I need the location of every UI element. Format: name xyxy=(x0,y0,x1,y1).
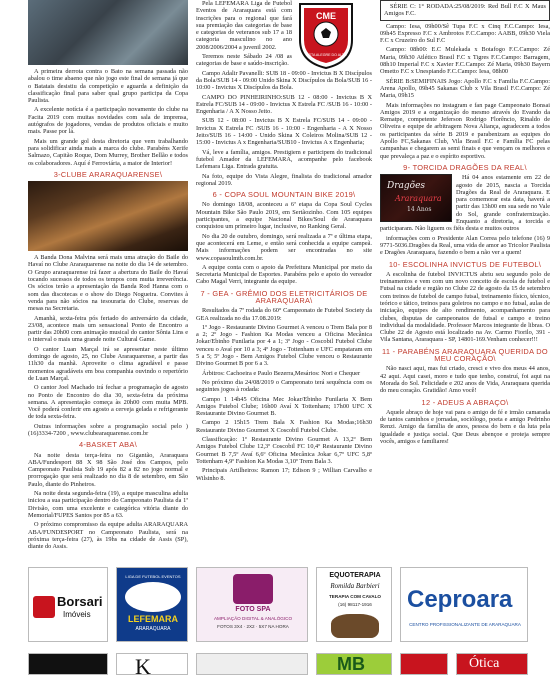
ad-equo-title: EQUOTERAPIA xyxy=(329,572,381,579)
ad-equo-name: Romilda Barbieri xyxy=(330,582,380,590)
article-paragraph: Árbitros: Cachoeira e Paulo Bezerra,Mesários: Nori e Chequer xyxy=(202,369,361,377)
article-paragraph: Principais Artilheiros: Ramon 17; Edison 9 ; Willian Carvalho e Wilsinho 8. xyxy=(196,467,372,482)
banner-text: Araraquara xyxy=(395,194,442,204)
ad-borsari-sub: Imóveis xyxy=(63,610,91,619)
article-paragraph: O cantor Luan Marçal irá se apresentar neste último domingo de agosto, 25, no Clube Araraquarense, a partir das 11h30 da manhã. Aproveite o clima agradável e passe momentos agradáveis em boa companhia ouvindo o repertório de Luan Marçal. xyxy=(28,345,188,382)
ad-partial-k[interactable] xyxy=(116,653,188,675)
ad-borsari[interactable] xyxy=(28,567,108,642)
article-paragraph: Campo 1 14h45 Oficina Mec Jokar/Ebinho Funilaria X Bem Amigos Futebol Clube; 16h00 Avaí X Tottenham; 17h00 UFC X Restaurante Divino Gourmet B. xyxy=(196,395,372,418)
article-paragraph: 1º Jogo - Restaurante Divino Gourmet A venceu o Trem Bala por 8 a 2; 2º Jogo - Fashion Ka Modas venceu a Oficina Mecânica Jokar/Ebinho Funilaria por 4 a 1; 3º Jogo - Coscobil Futebol Clube venceu o Avaí por 10 a 3; 4º Jogo - Tottenham e UFC empataram em 5 a 5; 5º Jogo - Bem Amigos Futebol Clube venceu o Restaurante Divino Gourmet B por 6 a 3. xyxy=(196,323,372,368)
k-logo-icon: K xyxy=(135,654,151,675)
ad-optica[interactable] xyxy=(456,653,528,675)
article-paragraph: Campo: Iesa, 09h00/Sê Tupa F.C x Cinq F.C.Campo: Iesa, 09h45 Expresso F.C x Ambrotos F.C.Campo: AABB, 09h30 Viela F.C x Cruzeiro do Sul F.C xyxy=(380,22,550,45)
camera-icon xyxy=(233,574,273,604)
article-paragraph: Outras informações sobre a programação social pelo )(16)3334-7200 , www.clubearaquarense.com.br xyxy=(28,422,188,437)
section-heading-dragoes: 9- TORCIDA DRAGÕES DA REAL\ xyxy=(403,162,527,172)
article-paragraph: Resultados da 7ª rodada do 60° Campeonato de Futebol Society da GEA realizada no dia 17.08.2019: xyxy=(196,307,372,322)
article-paragraph: SÉRIE B:SEMIFINAIS Jogo: Apollo F.C x Familia F.C.Campo: Arena Apollo, 09h45 Sakanas Club x Vila Brasil F.C.Campo: Zé Maria, 09h15 xyxy=(380,77,550,100)
article-paragraph: CAMPO DO PINHEIRINHO:SUB 12 - 08:00 - Invictus B X Estrela FC/SUB 14 - 09:00 - Invictus X Estrela FC /SUB 16 - 10:00 - Engenharia / A X Nosso Jeito. xyxy=(196,93,372,116)
article-paragraph: O próximo compromisso da equipe adulta ARARAQUARA ABA/FUNDESPORT no Campeonato Paulista, será na próxima terça-feira (27), às 19hs na cidade de Assis (SP), diante do Assis. xyxy=(28,521,188,551)
article-paragraph: A primeira derrota contra o Bato na semana passada não abalou o time abaeno que não jogo este final de semana já que o Batatais desistiu da competição e aguarda a definição da classificação final para saber qual grupo participa da Copa Paulista. xyxy=(28,68,188,105)
article-paragraph: Mais informações no instagram e fan page Campeonato Bonsai Amigos 2019 e a organização do mesmo através do Evando da Rematpe, competente Jeferson Rodrigo Florêncio, Rinaldo de Oliveira e equipe de arbitragem Nova Aliança, agradecem a todos os participantes da série B 2019 e parabenizam as equipes do Apollo FC,Sakanas Club, Vila Brasil F.C e Família FC pelas campanhas e chegarem as semi finais e que vençam os melhores e que prevaleça a paz e o espírito esportivo. xyxy=(380,101,550,160)
ad-ceproara-sub: CENTRO PROFISSIONALIZANTE DE ARARAQUARA xyxy=(409,622,521,627)
article-paragraph: Amanhã, sexta-feira pós feriado do aniversário da cidade, 23/08, acontece mais um sensacional Ponto de Encontro a partir das 20h00 com animação musical do cantor Sônia Lins e o interval o mais uma grande noite Cultural Game. xyxy=(28,314,188,344)
article-paragraph: No próximo dia 24/08/2019 o Campeonato terá sequência com os seguintes jogos à rodada: xyxy=(196,378,372,394)
ad-foto[interactable] xyxy=(196,567,308,642)
article-paragraph: A excelente notícia é a participação novamente do clube na Facita 2019 com muitas novidades com sala de imprensa, autógrafos de jogadores, vendas de produtos oficiais e muito mais. Passe por lá. xyxy=(28,106,188,136)
article-paragraph: Mais um grande gol desta diretoria que vem trabalhando para solidificar ainda mais a marca do clube. Parabéns Xerife Salmazo, Capitão Roque, Dom Murrey, Brother Bellão e todos os colaboradores. Aquí é Ferroviária, a maior de Interior! xyxy=(28,137,188,167)
article-paragraph: No domingo 18/08, aconteceu a 6ª etapa da Copa Soul Cycles Mountain Bike São Paulo 2019, em Sertãozinho. Com 105 equipes participantes, a equipe Nacional Bikes/Soul de Araraquara conquistou um primeiro lugar, inclusive, no Ranking Geral. xyxy=(196,201,372,231)
article-paragraph: Na noite desta segunda-feira (19), a equipe masculina adulta iniciou a sua participação dentro do Campeonato Paulista da 1ª Divisão, com uma excelente e categórica vitória diante do Memorial/FUPES Santos por 85 a 63. xyxy=(28,490,188,519)
article-paragraph: Aquele abraço de hoje vai para o amigo de fé e irmão camarada de tantos caminhos e jornadas, sociólogo, poeta e amigo Pedrinho Renzi. Amigo da família de anos, pessoa do bem e da luta pela igualdade e justiça social. Que Deus abençoe e proteja sempre vocês, amigos e familiares! xyxy=(380,408,550,446)
article-paragraph: informações com o Presidente Alan Correa pelo telefone (16) 9 9771-5036.Dragões da Real, uma vida de amor ao Tricolor Paulista e Dragões Araraquara, fazendo o bem a não ver a quem! xyxy=(380,234,550,257)
column-2 xyxy=(196,0,372,484)
crest-bottom-text: VISTA ALEGRE DO ALTO xyxy=(305,53,347,57)
article-paragraph: Pela LEFEMARA Liga de Futebol Eventos de Araraquara está com inscrições para o regional que fará sua premiação das categorias de base e categorias de veteranos sub 17 a 18 categoria masculino no ano 2008/2006/2004 a juvenil 2002. xyxy=(196,0,292,51)
article-paragraph: SUB 12 - 08:00 - Invictus B X Estrela FC/SUB 14 - 09:00 - Invictus X Estrela FC /SUB 16 - 10:00 - Engenharia - A X Nosso Jeito/SUB 16 - 14:00 - Unido Skina X Coleiros Molina/SUB 12 - 15:00 - Invictus A x Engenharia/SUB10 - Invictus A x Engenharia; xyxy=(196,117,372,147)
article-paragraph: A Banda Dona Malvina será mais uma atração do Baile do Havaí no Clube Araraquarense na noite do dia 14 de setembro. O Grupo araraquarense irá fazer a abertura do Baile do Havaí tocando sucessos de todos os tempos com muita irreverência. Os sócios terão a apresentação da Banda Rod Hanna com o som das discotecas e o show do Diego Nogueira. Convites à venda para não sócios na tesouraria do Clube, reservas de mesas na Secretaria. xyxy=(28,254,188,313)
mb-logo-icon: MB xyxy=(337,654,365,674)
ad-optica-name: Ótica xyxy=(469,656,500,671)
dragoes-banner-photo xyxy=(380,174,452,222)
article-paragraph: Há 04 anos estamente em 22 de agosto de 2015, nascia a Torcida Dragões da Real de Araraquara. E para comemorar esta data, haverá a partir das 13h00 em sua sede no Vale do Sol, grande confraternização. Enquanto a diretoria, a torcida e participaram. Não liguem os fiéis desta e muitos outros xyxy=(380,174,550,233)
article-paragraph: Não nasci aqui, mas fui criado, cresci e vivo dos meus 44 anos, 42 aqui. Aqui casei, moro e tudo que tenho, construí, foi aqui na Morada do Sol. Felicidade e 202 anos de Vida, Araraquara querida do meu coração. Gratidão! Amo você! xyxy=(380,365,550,395)
article-paragraph: O cantor Joel Machado irá fechar a programação de agosto no Ponto de Encontro do dia 30, sexta-feira da próxima semana. A apresentação começa às 20h00 com muita MPB. Você poderá conferir em agosto a cerveja gelada e refrigerante de toda sexta-feira. xyxy=(28,384,188,421)
banner-text: Dragões xyxy=(387,181,426,192)
borsari-logo-icon xyxy=(33,596,55,618)
ad-ceproara-name: Ceproara xyxy=(407,586,513,613)
ad-foto-line: FOTOS 3X4 · 2X2 · 5X7 NA HORA xyxy=(217,624,289,629)
banner-text: 14 Anos xyxy=(407,206,432,214)
article-paragraph: Na noite desta terça-feira no Gigantão, Araraquara ABA/Fundesport 88 X 98 São José dos Campos, pelo Campeonato Paulista Sub 19 após 82 a 82 no jogo normal e prorrogação que será realizado no dia 8 de setembro, em São Paulo, diante do Pinheiros. xyxy=(28,451,188,488)
lefemara-ball-icon xyxy=(125,582,181,612)
article-paragraph: Campo 2 15h15 Trem Bala X Fashion Ka Modas;16h30 Restaurante Divino Gourmet X Coscobil Futebol Clube. xyxy=(196,419,372,434)
article-paragraph: Vá, leve a família, amigos. Prestigiem e participem do tradicional futebol Amador da LEFEMARA, acompanhe pelo facebook Lefemara Liga. Entrada gratuita. xyxy=(196,148,372,171)
horse-icon xyxy=(331,614,379,638)
ad-equoterapia[interactable] xyxy=(316,567,392,642)
column-3 xyxy=(380,0,550,447)
ad-foto-name: FOTO SPA xyxy=(235,606,271,613)
ad-strip xyxy=(0,567,554,675)
ad-lefemara[interactable] xyxy=(116,567,188,642)
section-heading-parabens-araraquara: 11 - PARABÉNS ARARAQUARA QUERIDA DO MEU CORAÇÃO\ xyxy=(382,346,548,364)
article-paragraph: No dia 20 de outubro, domingo, será realizada a 7ª e última etapa, que acontecerá em Leme, e então será conhecida a equipe campeã. Mais informações podem ser encontradas no site www.copasoulmtb.com.br. xyxy=(196,232,372,262)
cme-vista-alegre-crest xyxy=(296,0,356,70)
article-paragraph: Teremos neste Sábado 24 /08 as categorias de base e saúdo-inscrição. xyxy=(196,53,292,68)
ad-partial-photo[interactable] xyxy=(196,653,308,675)
ad-partial-dark[interactable] xyxy=(28,653,108,675)
ad-partial-mb[interactable] xyxy=(316,653,392,675)
article-paragraph: Classificação: 1º Restaurante Divino Gourmet A 13,2º Bem Amigos Futebol Clube 12,3º Coscobil FC 10,4º Restaurante Divino Gourmet B 7,5º Avaí 6,6º Oficina Mecânica Jokar 6,7º UFC 5,8º Tottenham 4,9º Fashion Ka Modas 3,10º Trem Bala 3. xyxy=(196,436,372,465)
ad-lefemara-name: LEFEMARA xyxy=(128,614,178,624)
section-heading-copa-soul: 6 - COPA SOUL MOUNTAIN BIKE 2019\ xyxy=(212,190,356,200)
ad-lefemara-top: LIGA DE FUTEBOL EVENTOS xyxy=(125,574,181,579)
crest-top-text: CME xyxy=(316,11,336,21)
ad-borsari-name: Borsari xyxy=(57,594,103,609)
section-heading-adeus: 12 - ADEUS A ABRAÇO\ xyxy=(421,397,509,407)
section-heading-gea: 7 - GEA - GRÊMIO DOS ELETRICITÁRIOS DE ARARAQUARA\ xyxy=(200,288,368,305)
ad-equo-phone: (16) 98117-1916 xyxy=(338,602,372,607)
article-paragraph: Na foto, equipe do Vista Alegre, finalista do tradicional amador regional 2019. xyxy=(196,172,372,187)
section-heading-clube-araraquarense: 3-CLUBE ARARAQUARENSE\ xyxy=(53,169,163,179)
crest-icon xyxy=(296,0,356,70)
article-paragraph: A equipe conta com o apoio da Prefeitura Municipal por meio da Secretaria Municipal de Esportes. Parabéns pelo e apoio do vereador Cabo Magal Verri, integrante da equipe. xyxy=(196,263,372,286)
ad-ceproara[interactable] xyxy=(400,567,528,642)
lefemara-intro xyxy=(196,0,292,68)
section-heading-basket-aba: 4-BASKET ABA\ xyxy=(79,440,137,450)
ad-partial-red[interactable] xyxy=(400,653,448,675)
section-heading-escolinha-invictus: 10- ESCOLINHA INVICTUS DE FUTEBOL\ xyxy=(388,259,542,269)
football-team-photo xyxy=(28,0,188,65)
article-paragraph: Campo Adalir Pavanelli: SUB 18 - 09:00 - Invictus B X Discípulos da Bola/SUB 14 - 09:00 Unido Skina X Discípulos da Bola/SUB 16 - 10:00 - Invictus X Discípulos da Bola. xyxy=(196,69,372,92)
band-photo xyxy=(28,181,188,251)
article-paragraph: Campo: 08h00: E.C Mulekada x Botafogo F.C.Campo: Zé Maria, 09h30 Atlético Brasil F.C x Tigres F.C.Campo: Barragem, 08h10 Imperial F.C x Xavier F.C.Campo: Zé Maria, 09h30 Bayern Ometto F.C x Unespiando F.C.Campo: Iesa, 08h00 xyxy=(380,46,550,76)
ad-foto-line: AMPLIAÇÃO DIGITAL & ANALÓGICO xyxy=(213,616,293,621)
article-paragraph: A escolinha de futebol INVICTUS abriu seu segundo polo de treinamentos e vem com um novo conceito de escola de futebol e Futsal na cidade e região no Clube 22 de agosto da 15 de setembro com treinos de futebol de campo futsal, treinamento físico, técnico, teórico e tático, treinos para goleiros no campo e no futsal, aulas de iniciação, equipes de alto rendimento, acompanhamento para clubes, disputas de campeonatos de futsal e campo e treino individual da modalidade. Professor Marcos integrante de libras. O Clube 22 de Agosto está localizado na Av. Carmo Fiorilo, 391 - Vila Santana, Araraquara - SP, 14801-169.Venham conhecer!!! xyxy=(380,270,550,344)
column-1 xyxy=(28,0,188,552)
ad-lefemara-city: ARARAQUARA xyxy=(135,626,171,632)
article-paragraph: SÉRIE C: 1° RODADA:25/08/2019: Red Bull F.C X Maus Amigos F.C. xyxy=(380,0,550,21)
ad-equo-line: TERAPIA COM CAVALO xyxy=(329,594,381,599)
